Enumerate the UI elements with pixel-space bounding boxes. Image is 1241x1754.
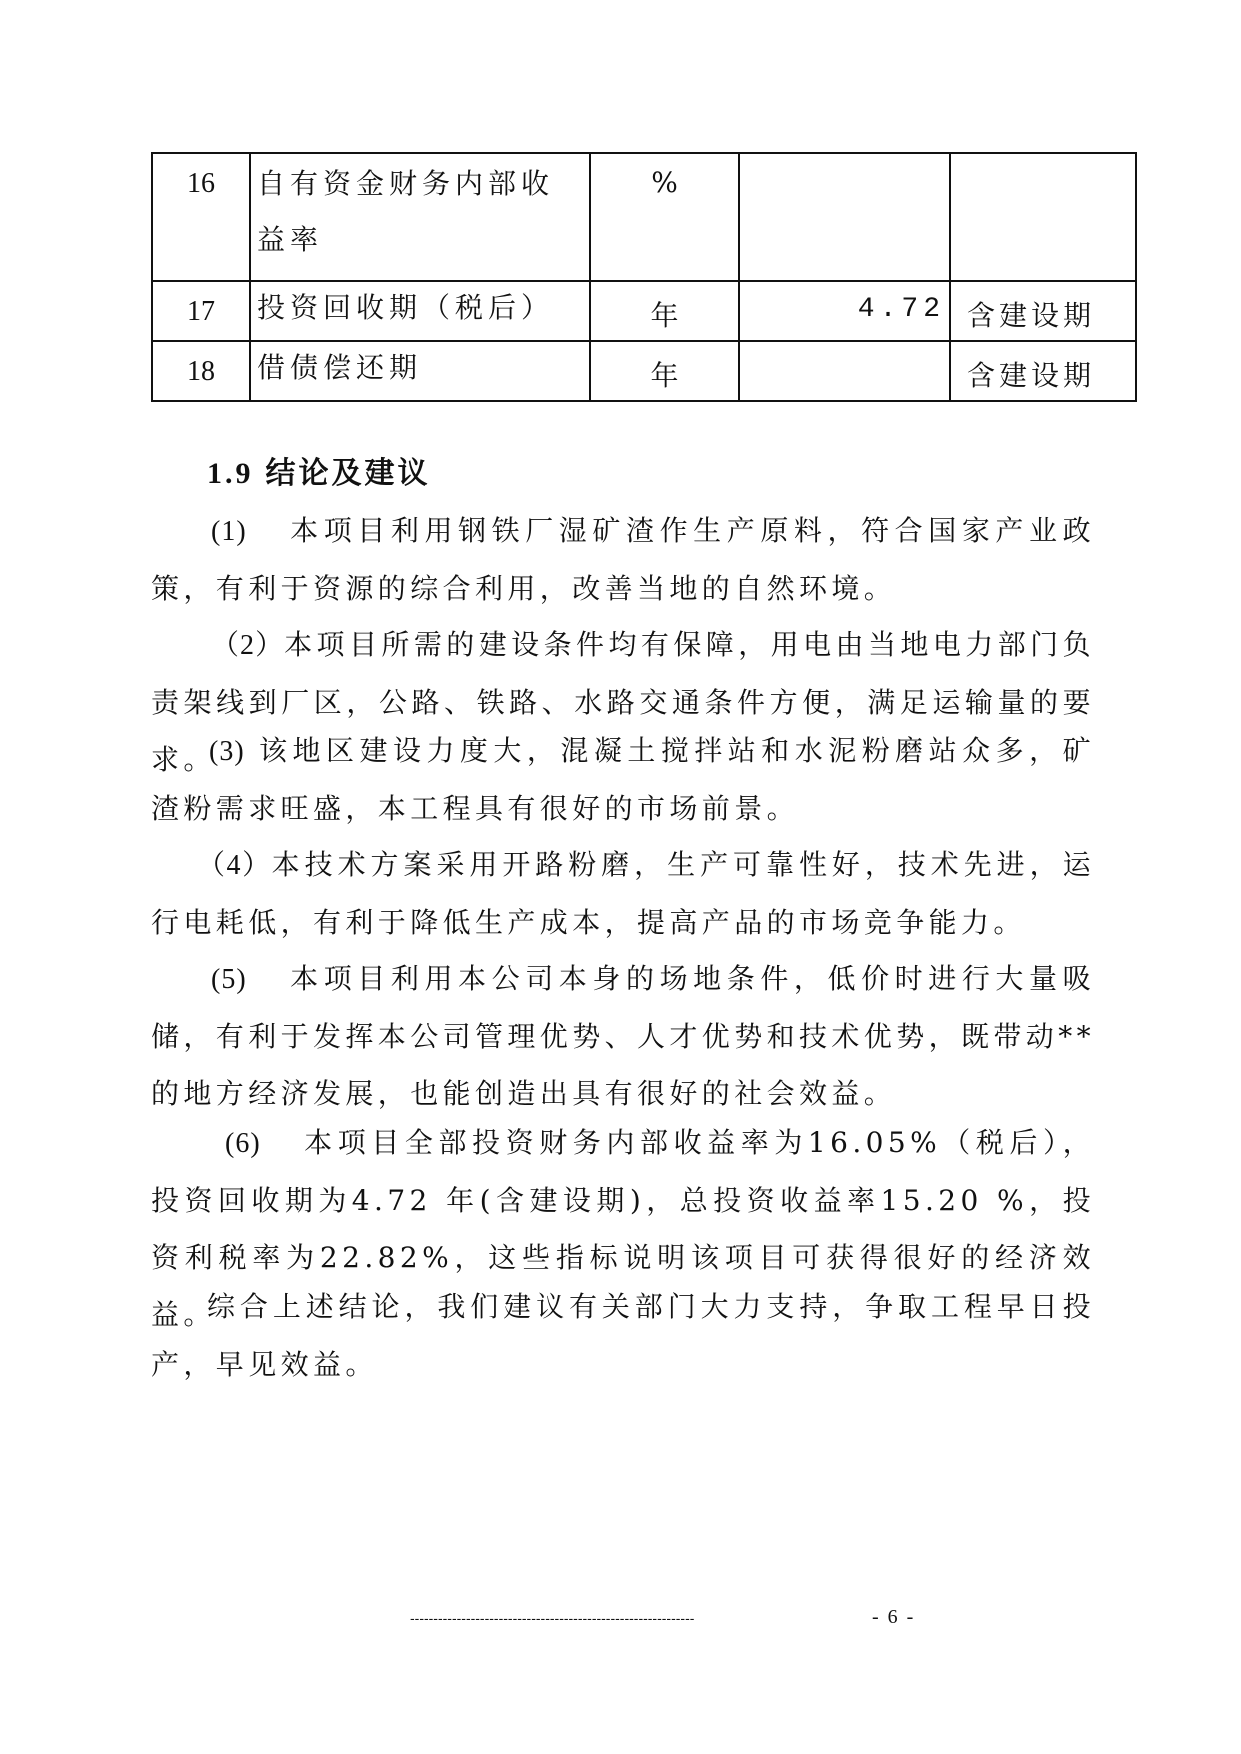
paragraph-5 xyxy=(151,950,1095,1122)
paragraph-text: 综合上述结论，我们建议有关部门大力支持，争取工程早日投产，早见效益。 xyxy=(151,1290,1095,1381)
paragraph-text: 本项目全部投资财务内部收益率为16.05%（税后），投资回收期为4.72 年(含建设期)，总投资收益率15.20 %，投资利税率为22.82%，这些指标说明该项目可获得很好的经济效益。 xyxy=(151,1126,1096,1331)
indicator-note xyxy=(950,153,1136,281)
indicator-name: 投资回收期（税后） xyxy=(250,281,590,341)
paragraph-text: 本项目所需的建设条件均有保障，用电由当地电力部门负责架线到厂区，公路、铁路、水路交通条件方便，满足运输量的要求。 xyxy=(151,628,1095,776)
indicator-table xyxy=(151,152,1137,402)
paragraph-label: （4） xyxy=(197,850,272,881)
indicator-unit: % xyxy=(590,153,739,281)
paragraph-text: 本项目利用本公司本身的场地条件，低价时进行大量吸储，有利于发挥本公司管理优势、人才优势和技术优势，既带动**的地方经济发展，也能创造出具有很好的社会效益。 xyxy=(151,962,1096,1110)
indicator-value xyxy=(739,341,950,401)
indicator-unit: 年 xyxy=(590,281,739,341)
section-heading xyxy=(207,448,431,492)
table-row xyxy=(152,153,1136,281)
indicator-name: 借债偿还期 xyxy=(250,341,590,401)
paragraph-label: (5) xyxy=(211,964,247,995)
paragraph-1 xyxy=(151,502,1095,617)
indicator-note: 含建设期 xyxy=(950,281,1136,341)
paragraph-7 xyxy=(151,1278,1095,1393)
row-number: 17 xyxy=(152,281,250,341)
indicator-note: 含建设期 xyxy=(950,341,1136,401)
table-row xyxy=(152,281,1136,341)
paragraph-label: (6) xyxy=(225,1128,261,1159)
paragraph-label: （2） xyxy=(211,630,285,661)
indicator-unit: 年 xyxy=(590,341,739,401)
indicator-name: 自有资金财务内部收益率 xyxy=(250,153,590,281)
row-number: 16 xyxy=(152,153,250,281)
indicator-value xyxy=(739,153,950,281)
paragraph-3 xyxy=(151,722,1095,837)
indicator-value: 4.72 xyxy=(739,281,950,341)
footer-rule: ------------------------------------------------------------- xyxy=(410,1610,695,1626)
paragraph-text: 该地区建设力度大，混凝土搅拌站和水泥粉磨站众多，矿渣粉需求旺盛，本工程具有很好的市场前景。 xyxy=(151,734,1095,825)
table-row xyxy=(152,341,1136,401)
paragraph-label: (3) xyxy=(209,736,245,767)
section-title: 结论及建议 xyxy=(265,456,431,491)
section-number: 1.9 xyxy=(207,457,254,490)
paragraph-label: (1) xyxy=(211,516,247,547)
page-number: - 6 - xyxy=(872,1606,916,1628)
paragraph-text: 本技术方案采用开路粉磨，生产可靠性好，技术先进，运行电耗低，有利于降低生产成本，提高产品的市场竞争能力。 xyxy=(151,848,1095,939)
row-number: 18 xyxy=(152,341,250,401)
paragraph-4 xyxy=(151,836,1095,951)
paragraph-text: 本项目利用钢铁厂湿矿渣作生产原料，符合国家产业政策，有利于资源的综合利用，改善当地的自然环境。 xyxy=(151,514,1095,605)
